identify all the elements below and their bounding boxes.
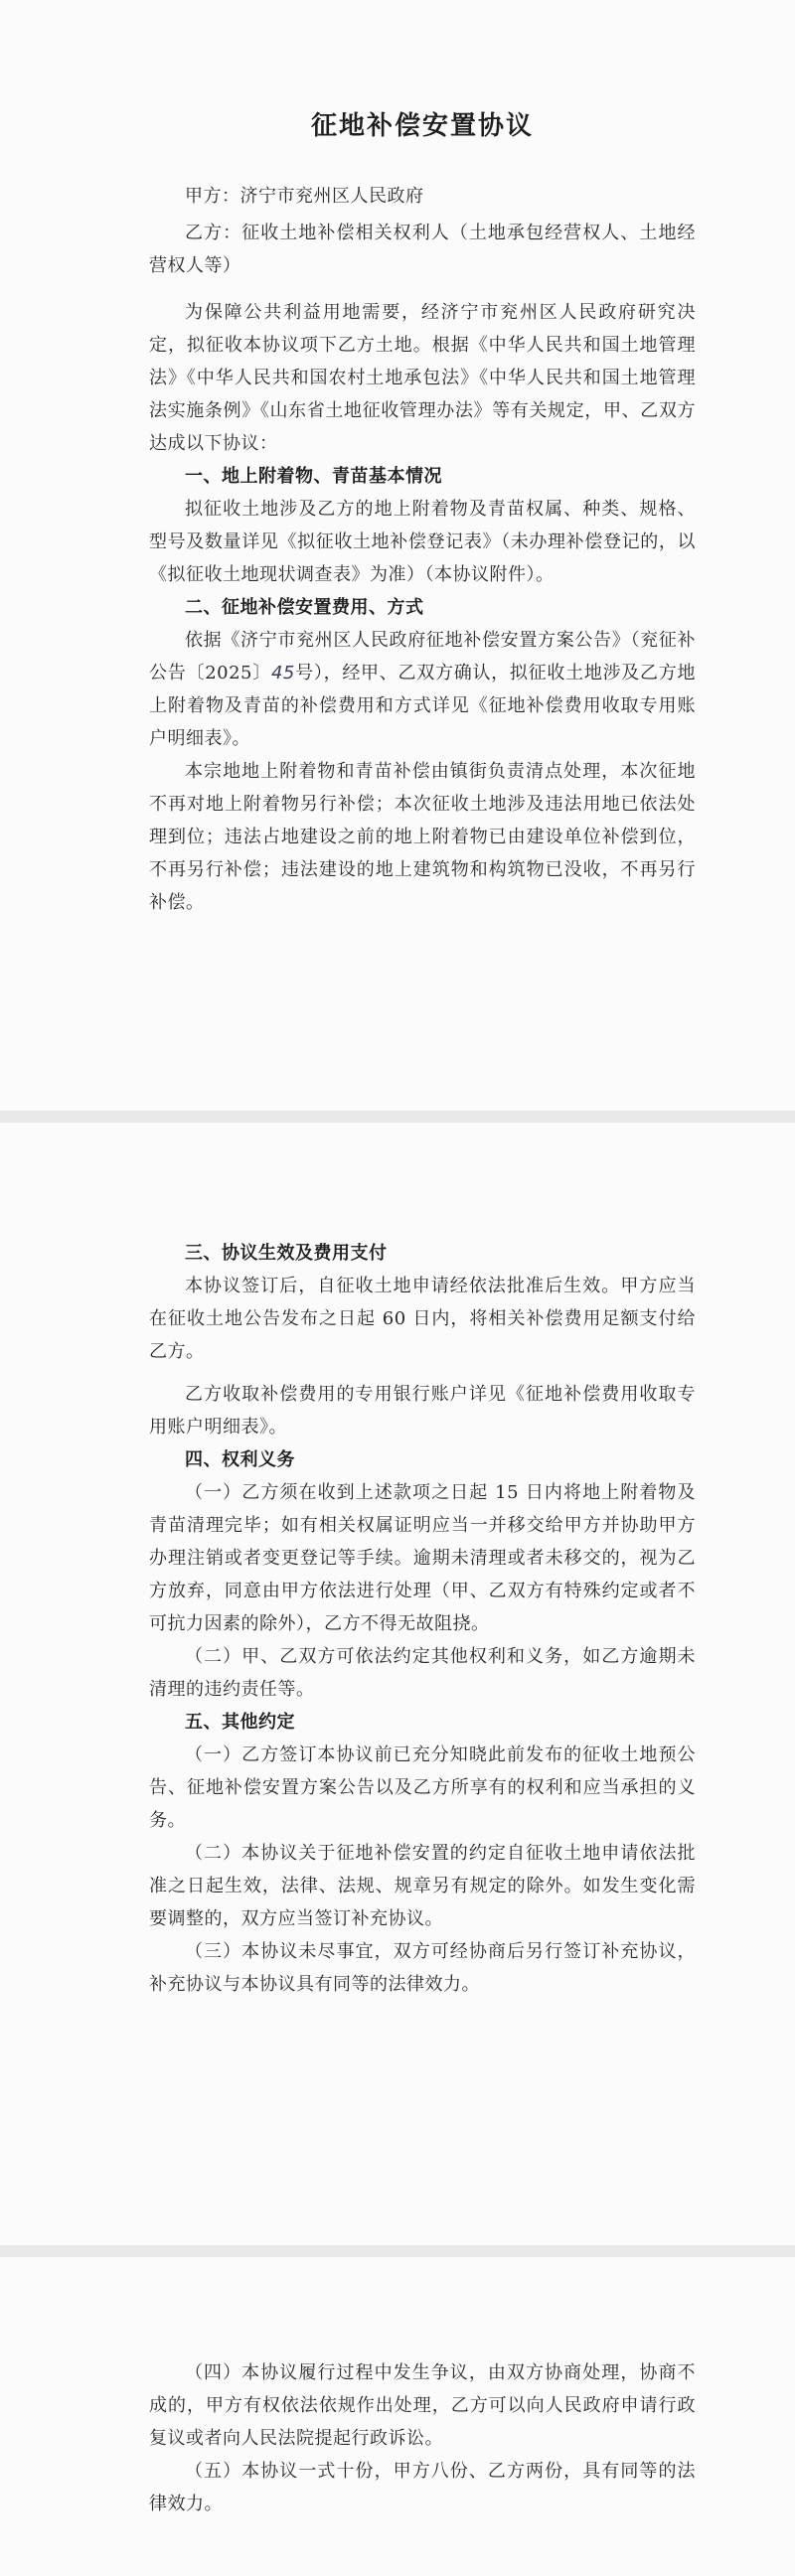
party-b: 乙方：征收土地补偿相关权利人（土地承包经营权人、土地经营权人等） bbox=[149, 223, 696, 276]
section-5-paragraph-3: （三）本协议未尽事宜，双方可经协商后另行签订补充协议，补充协议与本协议具有同等的法律效力。 bbox=[149, 1941, 696, 1995]
section-5-paragraph-5: （五）本协议一式十份，甲方八份、乙方两份，具有同等的法律效力。 bbox=[149, 2461, 696, 2514]
section-3-heading: 三、协议生效及费用支付 bbox=[185, 1243, 388, 1264]
section-2-text-a: 依据《济宁市兖州区人民政府征地补偿安置方案公告》（兖征补公告〔2025〕 bbox=[149, 630, 696, 683]
section-3-paragraph-2: 乙方收取补偿费用的专用银行账户详见《征地补偿费用收取专用账户明细表》。 bbox=[149, 1384, 696, 1438]
section-2-text-b: 号），经甲、乙双方确认，拟征收土地涉及乙方地上附着物及青苗的补偿费用和方式详见《征地补偿费用收取专用账户明细表》。 bbox=[149, 663, 697, 749]
section-1-heading: 一、地上附着物、青苗基本情况 bbox=[185, 466, 442, 487]
section-5-paragraph-1: （一）乙方签订本协议前已充分知晓此前发布的征收土地预公告、征地补偿安置方案公告以及乙方所享有的权利和应当承担的义务。 bbox=[149, 1744, 696, 1831]
preamble: 为保障公共利益用地需要，经济宁市兖州区人民政府研究决定，拟征收本协议项下乙方土地。根据《中华人民共和国土地管理法》《中华人民共和国农村土地承包法》《中华人民共和国土地管理法实施条例》《山东省土地征收管理办法》等有关规定，甲、乙双方达成以下协议： bbox=[149, 302, 696, 454]
party-a: 甲方：济宁市兖州区人民政府 bbox=[185, 186, 424, 207]
section-4-paragraph-2: （二）甲、乙双方可依法约定其他权利和义务，如乙方逾期未清理的违约责任等。 bbox=[149, 1646, 696, 1700]
section-2-paragraph-1 bbox=[149, 624, 696, 755]
section-5-paragraph-2: （二）本协议关于征地补偿安置的约定自征收土地申请依法批准之日起生效，法律、法规、规章另有规定的除外。如发生变化需要调整的，双方应当签订补充协议。 bbox=[149, 1843, 696, 1929]
document-page-1 bbox=[0, 0, 795, 1111]
section-2-paragraph-2: 本宗地地上附着物和青苗补偿由镇街负责清点处理，本次征地不再对地上附着物另行补偿；本次征收土地涉及违法用地已依法处理到位；违法占地建设之前的地上附着物已由建设单位补偿到位，不再另行补偿；违法建设的地上建筑物和构筑物已没收，不再另行补偿。 bbox=[149, 761, 696, 913]
section-5-paragraph-4: （四）本协议履行过程中发生争议，由双方协商处理，协商不成的，甲方有权依法依规作出处理，乙方可以向人民政府申请行政复议或者向人民法院提起行政诉讼。 bbox=[149, 2362, 696, 2449]
section-5-heading: 五、其他约定 bbox=[185, 1712, 295, 1733]
section-2-heading: 二、征地补偿安置费用、方式 bbox=[185, 597, 424, 618]
document-page-3 bbox=[0, 2257, 795, 2576]
document-page-2 bbox=[0, 1123, 795, 2245]
section-4-paragraph-1: （一）乙方须在收到上述款项之日起 15 日内将地上附着物及青苗清理完毕；如有相关权属证明应当一并移交给甲方并协助甲方办理注销或者变更登记等手续。逾期未清理或者未移交的，视为乙方放弃，同意由甲方依法进行处理（甲、乙双方有特殊约定或者不可抗力因素的除外），乙方不得无故阻挠。 bbox=[149, 1482, 696, 1634]
section-3-paragraph-1: 本协议签订后，自征收土地申请经依法批准后生效。甲方应当在征收土地公告发布之日起 60 日内，将相关补偿费用足额支付给乙方。 bbox=[149, 1276, 696, 1362]
handwritten-number: 45 bbox=[270, 663, 295, 683]
section-4-heading: 四、权利义务 bbox=[185, 1449, 295, 1470]
section-1-paragraph: 拟征收土地涉及乙方的地上附着物及青苗权属、种类、规格、型号及数量详见《拟征收土地补偿登记表》（未办理补偿登记的，以《拟征收土地现状调查表》为准）（本协议附件）。 bbox=[149, 499, 696, 585]
document-title: 征地补偿安置协议 bbox=[310, 111, 534, 141]
